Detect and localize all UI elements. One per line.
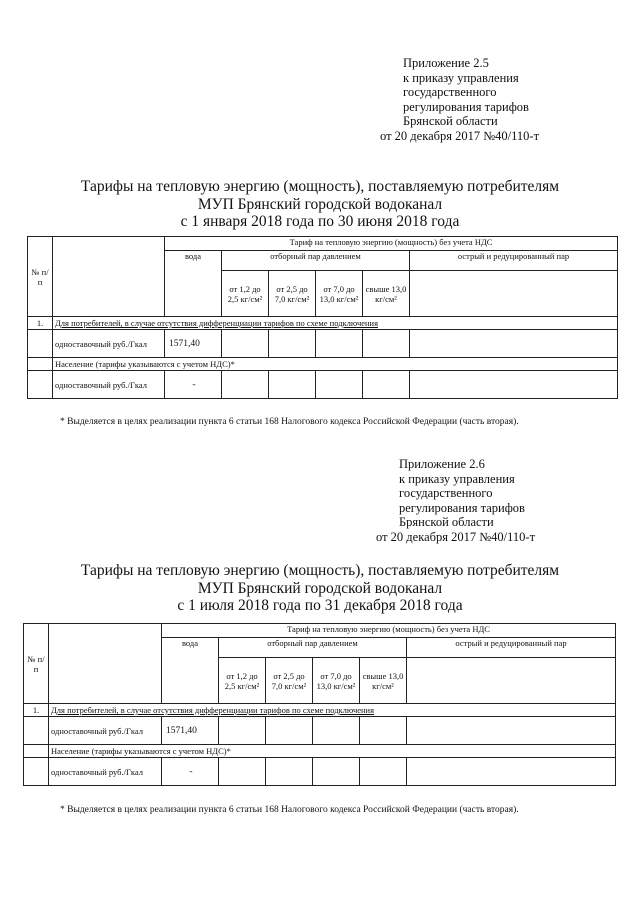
selected-steam-header: отборный пар давлением [219, 638, 407, 658]
empty-cell [28, 358, 53, 371]
title-line: МУП Брянский городской водоканал [197, 579, 443, 597]
rate-type: одноставочный руб./Гкал [53, 371, 165, 399]
empty-cell [360, 758, 407, 786]
appendix-2-6 [370, 457, 535, 544]
pressure-3: от 7,0 до 13,0 кг/см² [313, 658, 360, 704]
rate-type: одноставочный руб./Гкал [49, 758, 162, 786]
appendix-line: от 20 декабря 2017 №40/110-т [380, 128, 540, 143]
pressure-1: от 1,2 до 2,5 кг/см² [219, 658, 266, 704]
rate-type: одноставочный руб./Гкал [49, 717, 162, 745]
row-consumers: Для потребителей, в случае отсутствия дифференциации тарифов по схеме подключения [53, 317, 618, 330]
col-description-header [49, 624, 162, 704]
tariff-header-main: Тариф на тепловую энергию (мощность) без учета НДС [162, 624, 616, 638]
water-header: вода [165, 251, 222, 317]
row-population: Население (тарифы указываются с учетом НДС)* [49, 745, 616, 758]
pressure-4: свыше 13,0 кг/см² [363, 271, 410, 317]
empty-cell [24, 745, 49, 758]
empty-cell [28, 371, 53, 399]
sharp-steam-header: острый и редуцированный пар [410, 251, 618, 271]
empty-cell [407, 758, 616, 786]
tariff-header-main: Тариф на тепловую энергию (мощность) без учета НДС [165, 237, 618, 251]
row-consumers: Для потребителей, в случае отсутствия дифференциации тарифов по схеме подключения [49, 704, 616, 717]
title-line: Тарифы на тепловую энергию (мощность), поставляемую потребителям [80, 178, 560, 195]
empty-cell [316, 330, 363, 358]
pressure-4: свыше 13,0 кг/см² [360, 658, 407, 704]
appendix-line: к приказу управления [399, 471, 515, 486]
pressure-2: от 2,5 до 7,0 кг/см² [269, 271, 316, 317]
row-number: 1. [28, 317, 53, 330]
empty-cell [269, 371, 316, 399]
empty-cell [316, 371, 363, 399]
empty-cell [363, 371, 410, 399]
sharp-steam-header: острый и редуцированный пар [407, 638, 616, 658]
sharp-steam-empty [410, 271, 618, 317]
empty-cell [28, 330, 53, 358]
tariff-title-1 [0, 178, 640, 231]
empty-cell [407, 717, 616, 745]
pressure-2: от 2,5 до 7,0 кг/см² [266, 658, 313, 704]
tariff-table-1 [27, 236, 618, 399]
title-line: МУП Брянский городской водоканал [197, 195, 443, 213]
title-line: с 1 января 2018 года по 30 июня 2018 года [180, 213, 460, 230]
empty-cell [24, 758, 49, 786]
empty-cell [269, 330, 316, 358]
population-tariff-value: - [162, 758, 219, 786]
empty-cell [313, 717, 360, 745]
water-header: вода [162, 638, 219, 704]
empty-cell [222, 330, 269, 358]
footnote-1: * Выделяется в целях реализации пункта 6 статьи 168 Налогового кодекса Российской Федерации (часть вторая). [60, 417, 519, 427]
tariff-title-2 [0, 562, 640, 615]
appendix-line: Брянской области [403, 114, 498, 128]
appendix-line: регулирования тарифов [403, 99, 529, 114]
col-number-header: № п/п [28, 237, 53, 317]
appendix-line: Приложение 2.6 [399, 457, 485, 471]
appendix-line: Приложение 2.5 [403, 56, 489, 70]
appendix-line: к приказу управления [403, 70, 519, 85]
appendix-line: государственного [399, 486, 493, 500]
appendix-line: Брянской области [399, 515, 494, 529]
tariff-table-2 [23, 623, 616, 786]
empty-cell [266, 758, 313, 786]
empty-cell [219, 758, 266, 786]
empty-cell [360, 717, 407, 745]
row-population: Население (тарифы указываются с учетом НДС)* [53, 358, 618, 371]
selected-steam-header: отборный пар давлением [222, 251, 410, 271]
title-line: с 1 июля 2018 года по 31 декабря 2018 года [177, 597, 463, 614]
row-number: 1. [24, 704, 49, 717]
empty-cell [222, 371, 269, 399]
appendix-line: государственного [403, 85, 497, 99]
empty-cell [363, 330, 410, 358]
empty-cell [266, 717, 313, 745]
empty-cell [313, 758, 360, 786]
footnote-2: * Выделяется в целях реализации пункта 6 статьи 168 Налогового кодекса Российской Федерации (часть вторая). [60, 805, 519, 815]
empty-cell [410, 371, 618, 399]
appendix-2-5 [372, 56, 539, 143]
empty-cell [24, 717, 49, 745]
col-description-header [53, 237, 165, 317]
water-tariff-value: 1571,40 [162, 717, 219, 745]
col-number-header: № п/п [24, 624, 49, 704]
sharp-steam-empty [407, 658, 616, 704]
empty-cell [219, 717, 266, 745]
pressure-1: от 1,2 до 2,5 кг/см² [222, 271, 269, 317]
pressure-3: от 7,0 до 13,0 кг/см² [316, 271, 363, 317]
empty-cell [410, 330, 618, 358]
appendix-line: регулирования тарифов [399, 500, 525, 515]
appendix-line: от 20 декабря 2017 №40/110-т [376, 529, 536, 544]
water-tariff-value: 1571,40 [165, 330, 222, 358]
rate-type: одноставочный руб./Гкал [53, 330, 165, 358]
title-line: Тарифы на тепловую энергию (мощность), поставляемую потребителям [80, 562, 560, 579]
population-tariff-value: - [165, 371, 222, 399]
